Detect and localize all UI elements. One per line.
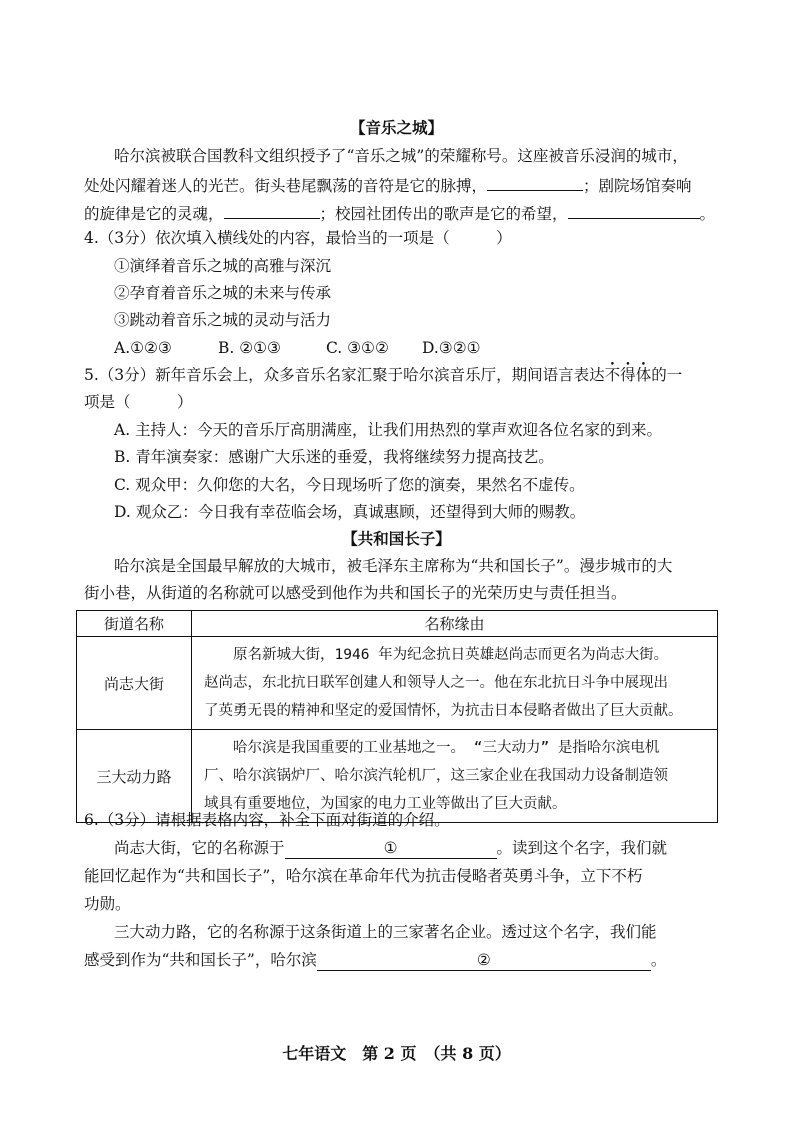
question-4-item: ②孕育着音乐之城的未来与传承	[114, 284, 332, 302]
emphasis-char: 得	[620, 366, 636, 384]
question-text: 尚志大街，它的名称源于	[114, 839, 285, 857]
passage-line: 哈尔滨是全国最早解放的大城市，被毛泽东主席称为“共和国长子”。漫步城市的大	[114, 557, 673, 575]
section-title-music-city: 【音乐之城】	[349, 118, 443, 137]
question-text: 感受到作为“共和国长子”，哈尔滨	[84, 951, 317, 969]
passage-text: 。	[699, 205, 716, 223]
question-4-option-b[interactable]: B. ②①③	[218, 339, 281, 357]
answer-blank-2[interactable]: ②	[317, 950, 651, 971]
street-name-cell: 尚志大街	[77, 637, 192, 730]
answer-blank[interactable]	[487, 174, 583, 191]
question-text: 。	[650, 951, 667, 969]
reason-line: 了英勇无畏的精神和坚定的爱国情怀，为抗击日本侵略者做出了巨大贡献。	[204, 703, 683, 719]
question-6-para1-line	[114, 838, 667, 859]
question-4-option-d[interactable]: D.③②①	[422, 339, 481, 357]
table-header-cell: 街道名称	[77, 611, 192, 637]
question-5-option-b[interactable]: B. 青年演奏家：感谢广大乐迷的垂爱，我将继续努力提高技艺。	[114, 448, 554, 466]
question-4-option-a[interactable]: A.①②③	[114, 339, 172, 357]
street-name-cell: 三大动力路	[77, 730, 192, 823]
question-4-option-c[interactable]: C. ③①②	[326, 339, 389, 357]
section-title-eldest-son: 【共和国长子】	[342, 529, 451, 548]
answer-blank-1[interactable]: ①	[285, 838, 497, 859]
question-6-para1-line: 能回忆起作为“共和国长子”，哈尔滨在革命年代为抗击侵略者英勇斗争，立下不朽	[84, 867, 643, 885]
answer-blank[interactable]	[224, 202, 320, 219]
reason-line: 哈尔滨是我国重要的工业基地之一。 “三大动力” 是指哈尔滨电机	[204, 740, 660, 756]
page-footer: 七年语文 第 2 页 （共 8 页）	[282, 1044, 511, 1063]
question-text: 。读到这个名字，我们就	[496, 839, 668, 857]
question-5-option-d[interactable]: D. 观众乙：今日我有幸莅临会场，真诚惠顾，还望得到大师的赐教。	[114, 503, 586, 521]
table-header-row	[77, 611, 718, 637]
passage-text: 处处闪耀着迷人的光芒。街头巷尾飘荡的音符是它的脉搏，	[84, 177, 488, 195]
question-5-option-a[interactable]: A. 主持人：今天的音乐厅高朋满座，让我们用热烈的掌声欢迎各位名家的到来。	[114, 421, 663, 439]
table-row	[77, 730, 718, 823]
reason-line: 原名新城大街，1946 年为纪念抗日英雄赵尚志而更名为尚志大街。	[204, 647, 669, 663]
emphasis-char: 体	[635, 366, 652, 384]
emphasis-char: 不	[604, 366, 621, 384]
question-text: 5.（3分）新年音乐会上，众多音乐名家汇聚于哈尔滨音乐厅，期间语言表达	[84, 366, 605, 384]
passage-line	[84, 174, 692, 196]
answer-blank[interactable]	[568, 202, 700, 219]
passage-line: 哈尔滨被联合国教科文组织授予了“音乐之城”的荣耀称号。这座被音乐浸润的城市，	[114, 147, 688, 165]
table-row	[77, 637, 718, 730]
question-text: 的一	[651, 366, 683, 384]
question-5-stem	[84, 365, 682, 385]
table-header-cell: 名称缘由	[192, 611, 718, 637]
question-6-para2-line	[84, 950, 666, 971]
question-6-stem: 6.（3分）请根据表格内容，补全下面对街道的介绍。	[84, 811, 450, 829]
question-4-stem: 4.（3分）依次填入横线处的内容，最恰当的一项是（ ）	[84, 229, 512, 247]
reason-line: 厂、哈尔滨锅炉厂、哈尔滨汽轮机厂，这三家企业在我国动力设备制造领	[204, 768, 668, 784]
passage-text: ；校园社团传出的歌声是它的希望，	[319, 205, 568, 223]
question-6-para1-line: 功勋。	[84, 895, 131, 913]
street-reason-cell	[192, 637, 718, 730]
question-4-item: ③跳动着音乐之城的灵动与活力	[114, 311, 332, 329]
passage-line	[84, 202, 715, 224]
question-6-para2-line: 三大动力路，它的名称源于这条街道上的三家著名企业。透过这个名字，我们能	[114, 923, 657, 941]
reason-line: 赵尚志，东北抗日联军创建人和领导人之一。他在东北抗日斗争中展现出	[204, 675, 668, 691]
question-4-item: ①演绎着音乐之城的高雅与深沉	[114, 257, 332, 275]
passage-line: 街小巷，从街道的名称就可以感受到他作为共和国长子的光荣历史与责任担当。	[84, 584, 627, 602]
street-table	[76, 610, 718, 823]
question-5-stem-line2: 项是（ ）	[84, 393, 193, 411]
reason-line: 域具有重要地位，为国家的电力工业等做出了巨大贡献。	[204, 796, 567, 812]
passage-text: ；剧院场馆奏响	[583, 177, 692, 195]
passage-text: 的旋律是它的灵魂，	[84, 205, 224, 223]
question-5-option-c[interactable]: C. 观众甲：久仰您的大名，今日现场听了您的演奏，果然名不虚传。	[114, 476, 585, 494]
street-reason-cell	[192, 730, 718, 823]
